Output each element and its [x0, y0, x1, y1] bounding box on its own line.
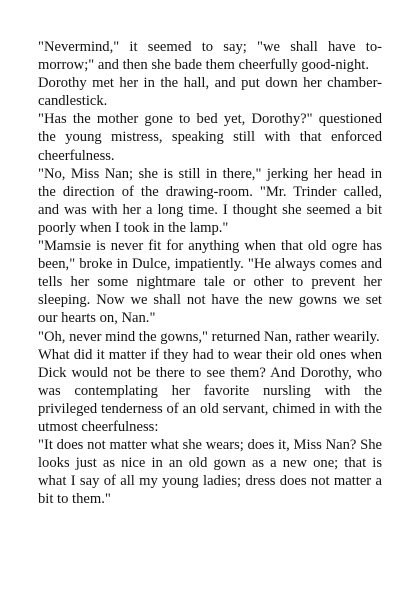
- paragraph: What did it matter if they had to wear their old ones when Dick would not be there to see them? And Dorothy, who was contemplating her favorite nursling with the privileged tenderness of an old servant, chimed in with the utmost cheerfulness:: [38, 346, 382, 435]
- paragraph: "It does not matter what she wears; does it, Miss Nan? She looks just as nice in an old gown as a new one; that is what I say of all my young ladies; dress does not matter a bit to them.": [38, 437, 382, 508]
- paragraph: "Mamsie is never fit for anything when that old ogre has been," broke in Dulce, impatiently. "He always comes and tells her some nightmare tale or other to prevent her sleeping. Now we shall not have the new gowns we set our hearts on, Nan.": [38, 238, 382, 327]
- paragraph: Dorothy met her in the hall, and put down her chamber-candlestick.: [38, 75, 382, 110]
- paragraph: "Nevermind," it seemed to say; "we shall have to-morrow;" and then she bade them cheerfully good-night.: [38, 39, 382, 74]
- paragraph: "No, Miss Nan; she is still in there," jerking her head in the direction of the drawing-room. "Mr. Trinder called, and was with her a long time. I thought she seemed a bit poorly when I took in the lamp.": [38, 165, 382, 236]
- paragraph: "Oh, never mind the gowns," returned Nan, rather wearily.: [38, 328, 380, 345]
- paragraph: "Has the mother gone to bed yet, Dorothy?" questioned the young mistress, speaking still with that enforced cheerfulness.: [38, 111, 382, 164]
- book-page: [38, 38, 382, 508]
